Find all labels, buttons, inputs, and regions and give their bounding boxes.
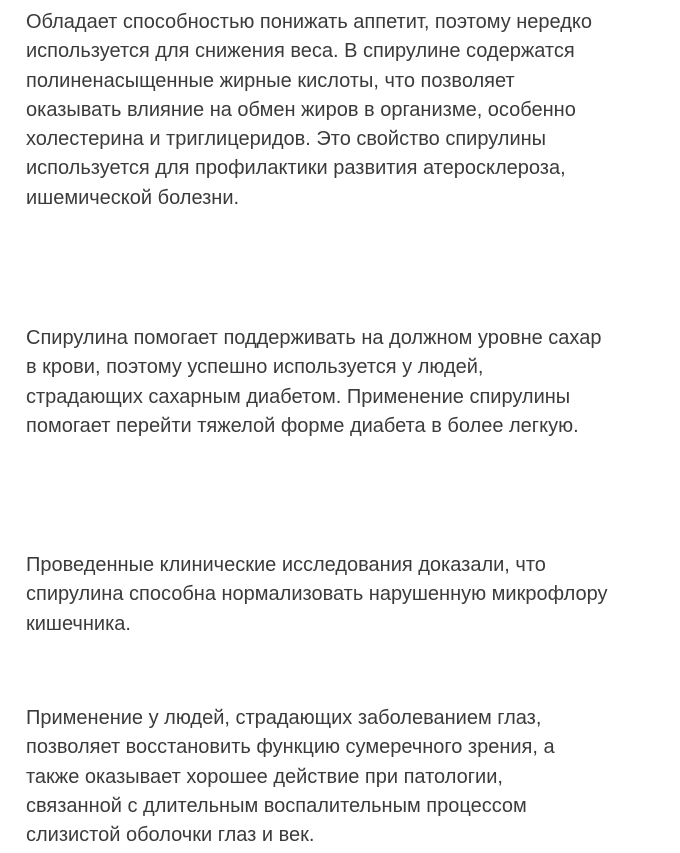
paragraph-eyes: Применение у людей, страдающих заболеванием глаз, позволяет восстановить функцию сумеречного зрения, а также оказывает хорошее действие при патологии, связанной с длительным воспалительным процессом слизистой оболочки глаз и век. xyxy=(26,707,555,847)
paragraph-appetite-lipids: Обладает способностью понижать аппетит, поэтому нередко используется для снижения веса. В спирулине содержатся полиненасыщенные жирные кислоты, что позволяет оказывать влияние на обмен жиров в организме, особенно холестерина и триглицеридов. Это свойство спирулины используется для профилактики развития атеросклероза, ишемической болезни. xyxy=(26,11,592,209)
paragraph-blood-sugar: Спирулина помогает поддерживать на должном уровне сахар в крови, поэтому успешно используется у людей, страдающих сахарным диабетом. Применение спирулины помогает перейти тяжелой форме диабета в более легкую. xyxy=(26,327,602,437)
paragraph-microflora: Проведенные клинические исследования доказали, что спирулина способна нормализовать нарушенную микрофлору кишечника. xyxy=(26,554,608,635)
